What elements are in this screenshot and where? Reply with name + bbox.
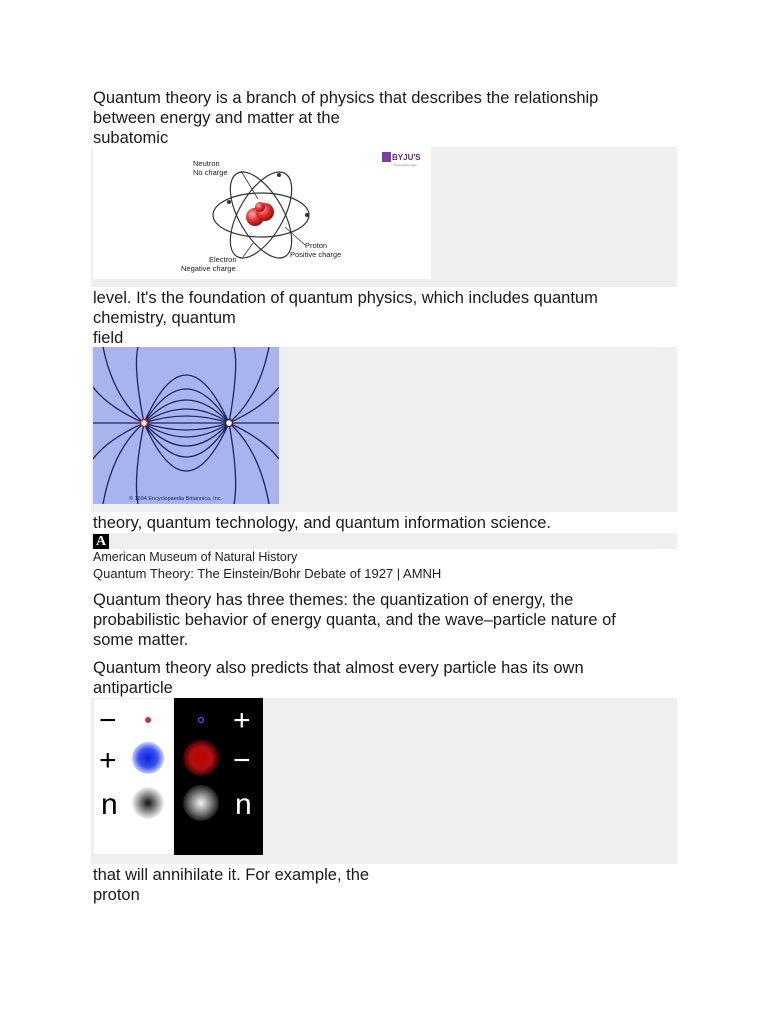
- antiproton-charge-sign: −: [233, 744, 251, 777]
- antineutron-symbol: n: [235, 788, 252, 821]
- foundation-paragraph: [93, 288, 598, 348]
- intro-paragraph: [93, 88, 598, 148]
- antiparticle-figure: [93, 698, 263, 855]
- text-line: field: [93, 329, 124, 347]
- text-line: proton: [93, 886, 140, 904]
- annihilation-paragraph: [93, 865, 369, 905]
- amnh-logo: A: [93, 534, 109, 549]
- themes-paragraph: [93, 590, 616, 650]
- text-line: Quantum theory also predicts that almost every particle has its own: [93, 659, 584, 677]
- neutron-sphere: [132, 787, 164, 819]
- text-line: theory, quantum technology, and quantum information science.: [93, 514, 551, 532]
- text-line: Quantum theory has three themes: the quantization of energy, the: [93, 591, 574, 609]
- byjus-tagline: The Learning App: [393, 163, 417, 167]
- antiparticle-paragraph: [93, 658, 584, 698]
- text-line: probabilistic behavior of energy quanta, and the wave–particle nature of: [93, 611, 616, 629]
- text-line: antiparticle: [93, 679, 173, 697]
- negative-charge-icon: [226, 420, 233, 427]
- proton-label: Proton: [305, 241, 328, 250]
- electron-dot: [305, 213, 309, 217]
- applications-paragraph: [93, 513, 551, 533]
- antiproton-sphere: [183, 740, 219, 776]
- text-line: that will annihilate it. For example, the: [93, 866, 370, 884]
- copyright-note: © 1994 Encyclopaedia Britannica, Inc.: [129, 496, 223, 502]
- electron-charge-sign: −: [99, 704, 117, 737]
- neutron-ball: [255, 202, 265, 212]
- particle-antiparticle-diagram: [93, 698, 263, 855]
- text-line: level. It's the foundation of quantum physics, which includes quantum: [93, 289, 598, 307]
- electron-dot: [277, 173, 281, 177]
- electron-dot: [227, 200, 231, 204]
- neutron-sub: No charge: [193, 168, 228, 177]
- text-line: Quantum theory is a branch of physics that describes the relationship: [93, 89, 599, 107]
- text-line: subatomic: [93, 129, 169, 147]
- source-title[interactable]: Quantum Theory: The Einstein/Bohr Debate of 1927 | AMNH: [93, 566, 442, 581]
- dipole-field-diagram: [93, 347, 279, 504]
- text-line: chemistry, quantum: [93, 309, 236, 327]
- atom-diagram: [93, 147, 431, 279]
- proton-pointer: [285, 227, 305, 245]
- electron-sub: Negative charge: [181, 264, 236, 273]
- atom-figure: [93, 147, 431, 279]
- antineutron-sphere: [183, 785, 219, 821]
- neutron-symbol: n: [101, 788, 118, 821]
- source-bar: [91, 533, 677, 549]
- text-line: between energy and matter at the: [93, 109, 340, 127]
- byjus-logo-icon: [382, 152, 391, 162]
- proton-sub: Positive charge: [290, 250, 342, 259]
- field-figure: [93, 347, 279, 504]
- electron-dot: [145, 717, 151, 723]
- text-line: some matter.: [93, 631, 189, 649]
- electron-label: Electron: [209, 255, 237, 264]
- positive-charge-icon: [141, 420, 148, 427]
- electron-pointer: [243, 243, 253, 257]
- source-org[interactable]: American Museum of Natural History: [93, 550, 298, 564]
- proton-charge-sign: +: [99, 744, 117, 777]
- proton-sphere: [132, 742, 164, 774]
- positron-charge-sign: +: [233, 704, 251, 737]
- neutron-label: Neutron: [193, 159, 220, 168]
- byjus-brand: BYJU'S: [392, 153, 421, 162]
